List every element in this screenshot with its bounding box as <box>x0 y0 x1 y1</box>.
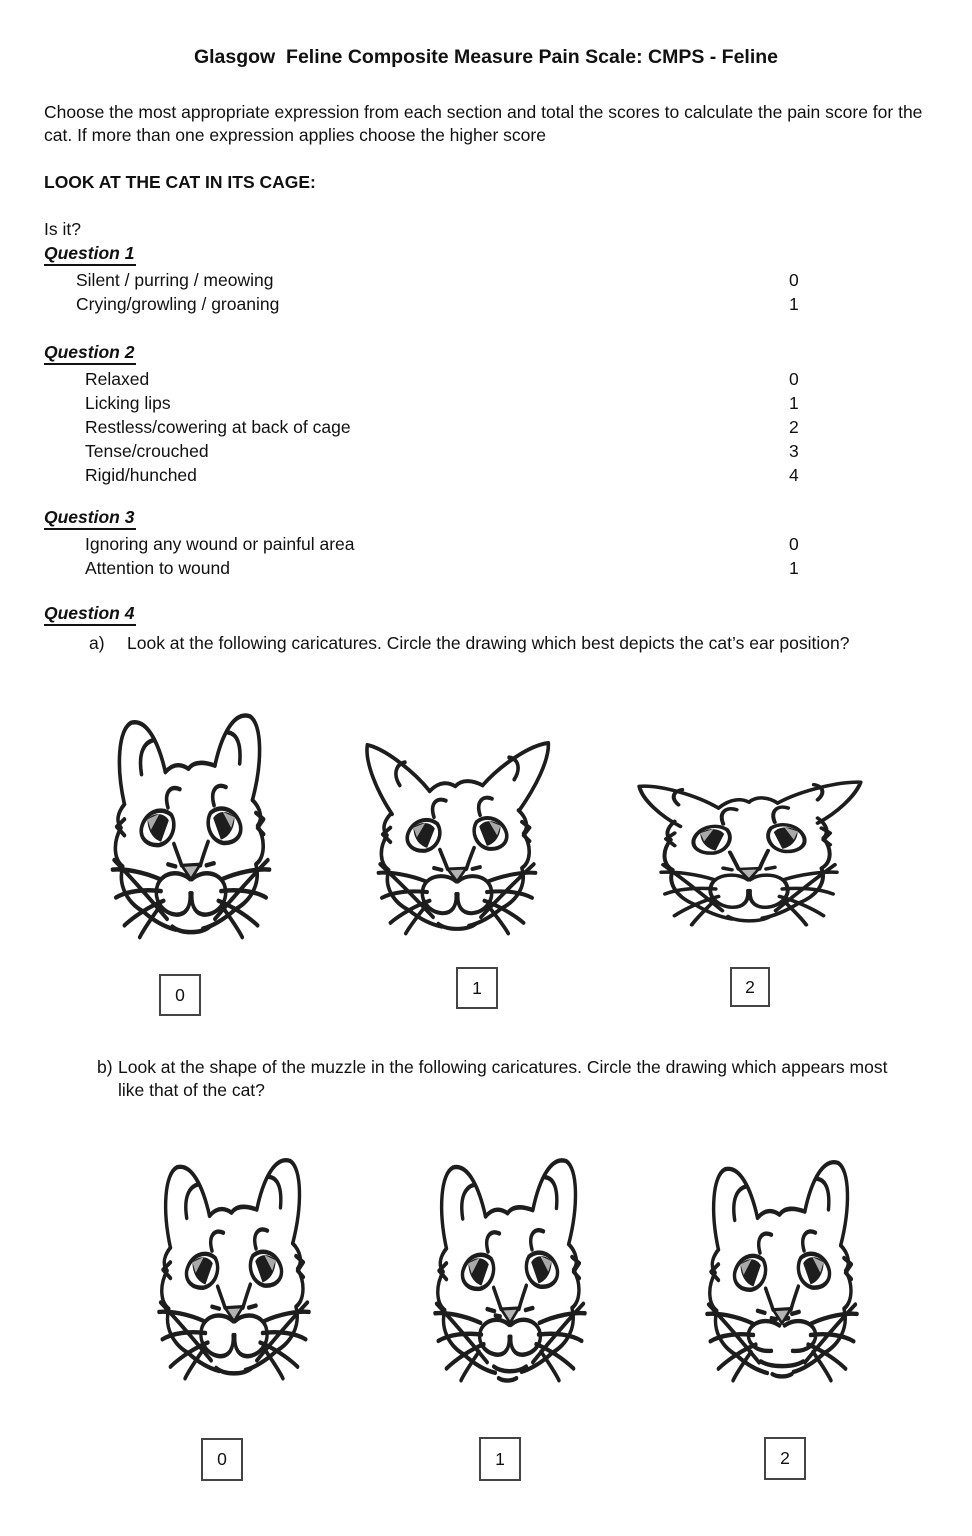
score-box-label: 2 <box>780 1448 790 1468</box>
option-text: Silent / purring / meowing <box>76 270 274 290</box>
option-text: Tense/crouched <box>85 441 209 461</box>
option-score: 0 <box>789 369 799 389</box>
question-1-label: Question 1 <box>44 243 136 266</box>
score-box-label: 1 <box>495 1448 505 1469</box>
option-score: 0 <box>789 534 799 554</box>
option-text: Relaxed <box>85 369 150 389</box>
option-text: Restless/cowering at back of cage <box>85 417 351 437</box>
option-row <box>44 292 928 316</box>
option-text: Ignoring any wound or painful area <box>85 534 355 554</box>
score-box-label: 0 <box>175 984 185 1005</box>
option-row <box>44 391 928 415</box>
page-title: Glasgow Feline Composite Measure Pain Scale: CMPS - Feline <box>193 46 779 68</box>
option-score: 1 <box>789 558 799 578</box>
question-2-label: Question 2 <box>44 342 136 365</box>
score-box-b-0[interactable] <box>201 1438 243 1481</box>
question-4-block <box>44 603 928 655</box>
question-4a-text: Look at the following caricatures. Circle the drawing which best depicts the cat’s ear position? <box>127 633 850 653</box>
option-text: Licking lips <box>85 393 171 413</box>
question-3-block <box>44 507 928 580</box>
cat-caricature-muzzle-relaxed[interactable] <box>128 1142 340 1390</box>
question-4a-row <box>44 632 928 655</box>
cat-caricature-ears-flattened[interactable] <box>625 738 873 934</box>
intro-paragraph: Choose the most appropriate expression from each section and total the scores to calculate the pain score for the cat. If more than one expression applies choose the higher score <box>44 102 923 145</box>
score-box-label: 1 <box>472 977 482 998</box>
option-row <box>44 556 928 580</box>
question-4-label: Question 4 <box>44 603 136 626</box>
option-score: 1 <box>789 294 799 314</box>
score-box-b-2[interactable] <box>764 1437 806 1480</box>
option-score: 1 <box>789 393 799 413</box>
question-4a-marker: a) <box>89 633 105 653</box>
question-4b-row <box>97 1056 921 1102</box>
score-box-label: 2 <box>745 976 755 997</box>
option-row <box>44 415 928 439</box>
option-text: Rigid/hunched <box>85 465 197 485</box>
score-box-a-1[interactable] <box>456 967 498 1009</box>
cat-caricature-muzzle-tense[interactable] <box>404 1142 616 1392</box>
option-text: Crying/growling / groaning <box>76 294 280 314</box>
option-row <box>44 463 928 487</box>
question-2-block <box>44 342 928 487</box>
option-row <box>44 367 928 391</box>
cat-caricature-ears-half-flattened[interactable] <box>346 718 568 944</box>
question-1-block <box>44 243 928 316</box>
question-4b-text: Look at the shape of the muzzle in the following caricatures. Circle the drawing which appears most like that of the cat? <box>118 1057 888 1100</box>
option-text: Attention to wound <box>85 558 230 578</box>
score-box-b-1[interactable] <box>479 1437 521 1481</box>
option-row <box>44 532 928 556</box>
option-score: 0 <box>789 270 799 290</box>
option-row <box>44 439 928 463</box>
score-box-a-0[interactable] <box>159 974 201 1016</box>
cat-caricature-muzzle-flattened[interactable] <box>676 1144 888 1392</box>
option-row <box>44 268 928 292</box>
question-4b-marker: b) <box>97 1057 113 1077</box>
score-box-a-2[interactable] <box>730 967 770 1007</box>
cat-caricature-ears-upright[interactable] <box>80 697 302 949</box>
score-box-label: 0 <box>217 1449 227 1469</box>
section-heading: LOOK AT THE CAT IN ITS CAGE: <box>44 172 316 192</box>
option-score: 3 <box>789 441 799 461</box>
question-3-label: Question 3 <box>44 507 136 530</box>
lead-in-question: Is it? <box>44 219 81 239</box>
option-score: 2 <box>789 417 799 437</box>
option-score: 4 <box>789 465 799 485</box>
